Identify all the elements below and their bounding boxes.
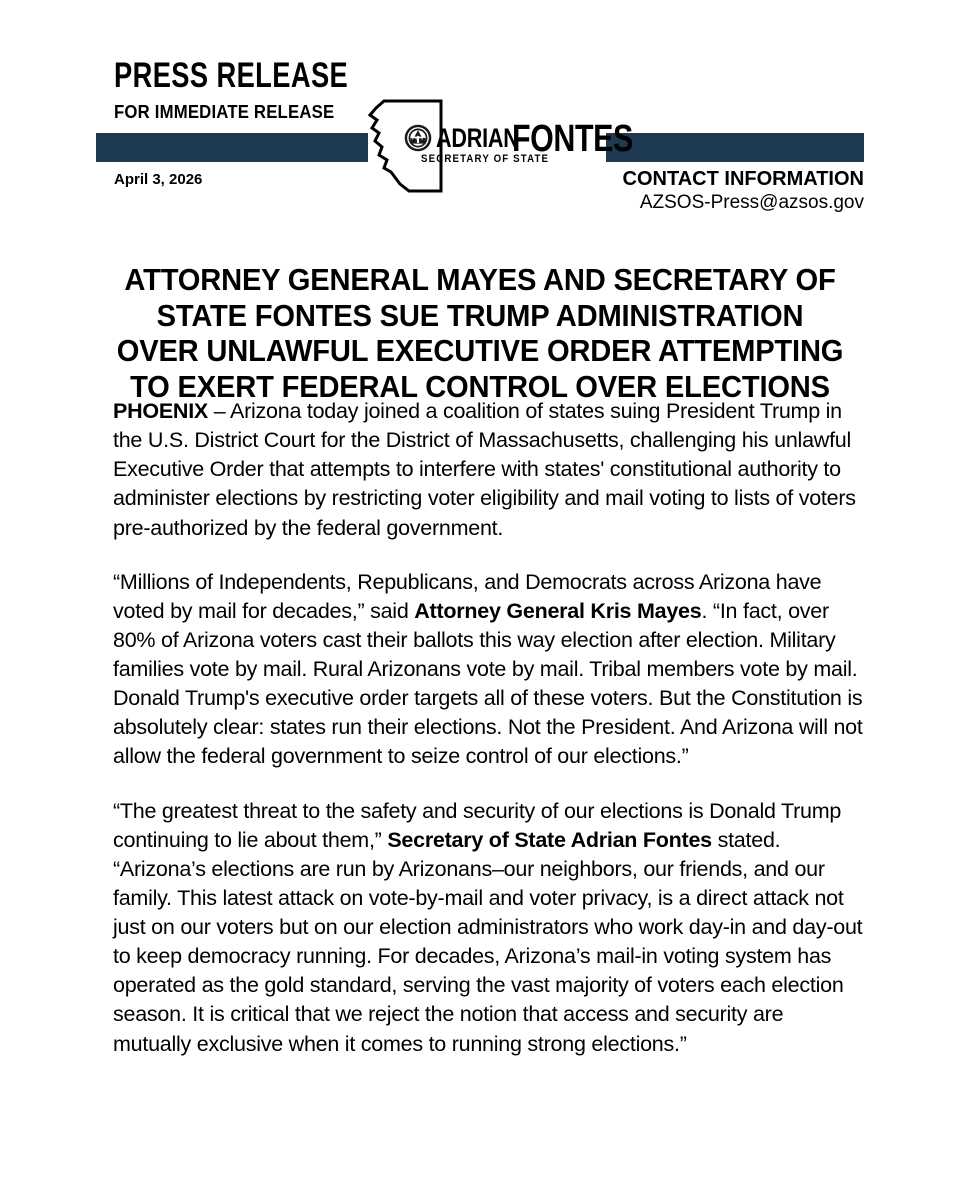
release-date: April 3, 2026 — [114, 171, 203, 188]
for-immediate-release-label: FOR IMMEDIATE RELEASE — [114, 102, 335, 122]
paragraph-fontes-quote — [113, 797, 865, 1059]
logo-last-name: FONTES — [512, 118, 633, 160]
paragraph-1-text: – Arizona today joined a coalition of states suing President Trump in the U.S. District Court for the District of Massachusetts, challenging his unlawful Executive Order that attempts to interfere with states' constitutional authority to administer elections by restricting voter eligibility and mail voting to lists of voters pre-authorized by the federal government. — [113, 399, 856, 540]
headline-line: ATTORNEY GENERAL MAYES AND SECRETARY OF — [124, 263, 836, 298]
dateline-city: PHOENIX — [113, 399, 209, 423]
paragraph-3-part-1: “The greatest threat to the safety and security of our elections is Donald Trump continuing to lie about them,” — [113, 798, 842, 852]
paragraph-dateline — [113, 397, 865, 543]
accent-bar-right — [606, 133, 864, 162]
press-release-body — [113, 397, 865, 1059]
contact-email[interactable]: AZSOS-Press@azsos.gov — [639, 191, 864, 213]
paragraph-3-part-2: stated. “Arizona’s elections are run by Arizonans–our neighbors, our friends, and our family. This latest attack on vote-by-mail and voter privacy, is a direct attack not just on our voters but on our election administrators who work day-in and day-out to keep democracy running. For decades, Arizona’s mail-in voting system has operated as the gold standard, serving the vast majority of voters each election season. It is critical that we reject the notion that access and security are mutually exclusive when it comes to running strong elections.” — [113, 827, 863, 1056]
logo-office-title: SECRETARY OF STATE — [421, 153, 550, 165]
speaker-secretary-of-state: Secretary of State Adrian Fontes — [387, 827, 712, 852]
adrian-fontes-logo — [362, 98, 633, 203]
headline-line: OVER UNLAWFUL EXECUTIVE ORDER ATTEMPTING — [116, 334, 844, 369]
arizona-state-seal-icon — [404, 124, 432, 152]
logo-first-name: ADRIAN — [436, 123, 519, 153]
press-release-label: PRESS RELEASE — [114, 56, 349, 95]
document-header — [0, 0, 960, 215]
contact-information-label: CONTACT INFORMATION — [622, 168, 864, 190]
press-release-headline — [96, 263, 864, 405]
paragraph-2-part-2: . “In fact, over 80% of Arizona voters cast their ballots this way election after election. Military families vote by mail. Rural Arizonans vote by mail. Tribal members vote by mail. Donald Trump's executive order targets all of these voters. But the Constitution is absolutely clear: states run their elections. Not the President. And Arizona will not allow the federal government to seize control of our elections.” — [113, 598, 863, 769]
speaker-attorney-general: Attorney General Kris Mayes — [414, 598, 702, 623]
accent-bar-left — [96, 133, 368, 162]
paragraph-mayes-quote — [113, 568, 865, 772]
contact-information — [623, 168, 864, 214]
headline-line: TO EXERT FEDERAL CONTROL OVER ELECTIONS — [130, 370, 830, 405]
headline-line: STATE FONTES SUE TRUMP ADMINISTRATION — [156, 298, 804, 333]
paragraph-2-part-1: “Millions of Independents, Republicans, and Democrats across Arizona have voted by mail for decades,” said — [113, 569, 822, 623]
